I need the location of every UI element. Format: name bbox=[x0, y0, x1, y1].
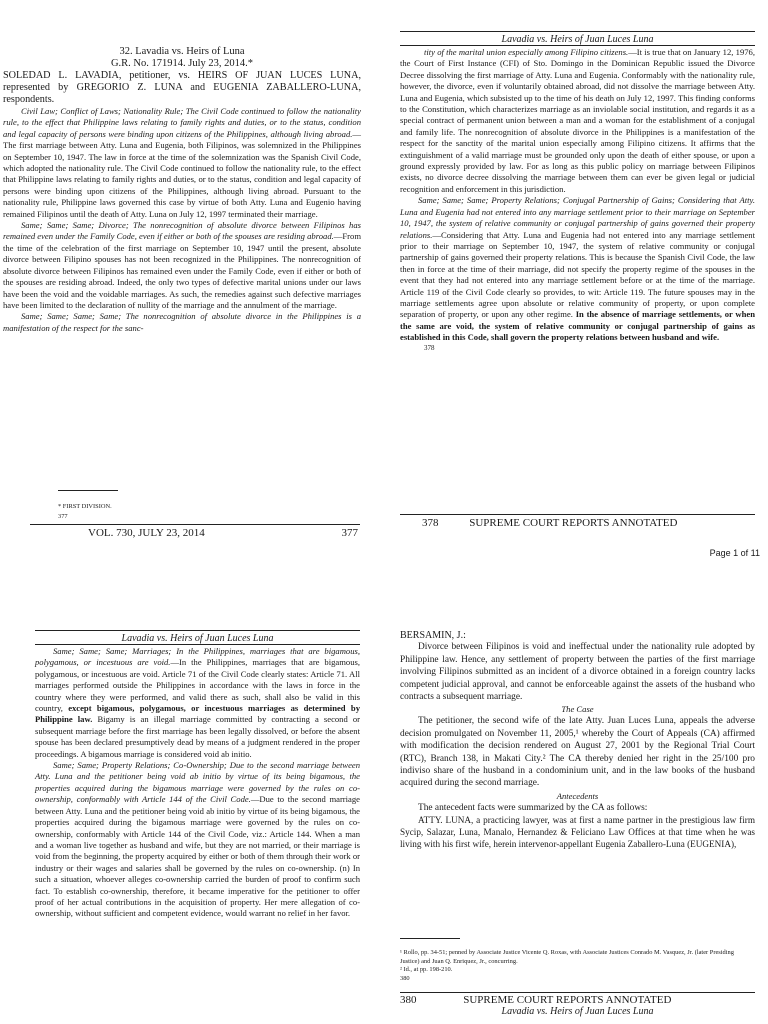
header-rule bbox=[400, 31, 755, 32]
volume-footer-rule bbox=[30, 524, 360, 525]
footnote-divider bbox=[58, 490, 118, 491]
section-antecedents: Antecedents bbox=[556, 790, 599, 801]
syllabus-paragraph-2: Same; Same; Same; Divorce; The nonrecognition of absolute divorce between Filipinos has remained even under the Family Code, even if either or both of the spouses are residing abroad.—From the time of the celebration of the first marriage on September 10, 1947 until the present, absolute divorce between Filipino spouses has not been recognized in the Philippines. The nonrecognition of absolute divorce between Filipinos has remained even under the Family Code, even if either or both of the spouses are residing abroad. Indeed, the only two types of defective marital unions under our laws have been the void and the voidable marriages. As such, the remedies against such defective marriages have been limited to the declaration of nullity of the marriage and the annulment of the marriage. bbox=[3, 220, 361, 310]
page-marker-2: 380 bbox=[400, 974, 410, 982]
case-parties: SOLEDAD L. LAVADIA, petitioner, vs. HEIRS OF JUAN LUCES LUNA, represented by GREGORIO Z. LUNA and EUGENIA ZABALLERO-LUNA, respondents. bbox=[3, 70, 361, 105]
court-reports-footer bbox=[400, 514, 755, 529]
syllabus-paragraph-1: Civil Law; Conflict of Laws; Nationality Rule; The Civil Code continued to follow the nationality rule, to the effect that Philippine laws relating to family rights and duties, or to the status, condition and legal capacity of persons were binding upon citizens of the Philippines, although living abroad.—The first marriage between Atty. Luna and Eugenia, both Filipinos, was solemnized in the Philippines on September 10, 1947. The law in force at the time of the solemnization was the Spanish Civil Code, which adopted the nationality rule. The Civil Code continued to follow the nationality rule, to the effect that Philippine laws relating to family rights and duties, or to the status, condition and legal capacity of persons were binding upon citizens of the Philippines, although living abroad. Pursuant to the nationality rule, Philippine laws governed this case by virtue of both Atty. Luna and Eugenio having remained Filipinos until the death of Atty. Luna on July 12, 1997 terminated their marriage. bbox=[3, 106, 361, 219]
page-indicator: Page 1 of 11 bbox=[709, 548, 760, 558]
page1-left-column bbox=[3, 46, 361, 334]
case-paragraph: The petitioner, the second wife of the late Atty. Juan Luces Luna, appeals the adverse decision promulgated on November 11, 2005,¹ whereby the Court of Appeals (CA) affirmed with modification the decision rendered on August 27, 2001 by the Regional Trial Court (RTC), Branch 138, in Makati City.² The CA thereby denied her right in the 25/100 pro indiviso share of the husband in a condominium unit, and in the law books of the husband acquired during the second marriage. bbox=[400, 716, 755, 789]
syllabus-paragraph-3: Same; Same; Same; Same; The nonrecognition of absolute divorce in the Philippines is a manifestation of the respect for the sanc- bbox=[3, 311, 361, 333]
syllabus-paragraph-4: Same; Same; Same; Property Relations; Conjugal Partnership of Gains; Considering that Atty. Luna and Eugenia had not entered into any marriage settlement prior to their marriage on September 10, 1947, the system of relative community or conjugal partnership of gains governed their property relations.—Considering that Atty. Luna and Eugenia had not entered into any marriage settlement prior to their marriage on September 10, 1947, the system of relative community or conjugal partnership of gains governed their property relations. This is because the Spanish Civil Code, the law then in force at the time of their marriage, did not specify the property regime of the spouses in the event that they had not entered into any marriage settlement before or at the time of the marriage. Article 119 of the Civil Code clearly so provides, to wit: Article 119. The future spouses may in the marriage settlements agree upon absolute or relative community of property, or upon complete separation of property, or upon any other regime. In the absence of marriage settlements, or when the same are void, the system of relative community or conjugal partnership of gains as established in this Code, shall govern the property relations between husband and wife. bbox=[400, 195, 755, 343]
footer-running-header: Lavadia vs. Heirs of Juan Luces Luna bbox=[501, 1006, 654, 1017]
page1-right-column bbox=[400, 31, 755, 352]
page2-right-column bbox=[400, 630, 755, 850]
atty-luna-paragraph: ATTY. LUNA, a practicing lawyer, was at first a name partner in the prestigious law firm Sycip, Salazar, Luna, Manalo, Hernandez & Feliciano Law Offices at that time when he was living with his first wife, herein intervenor-appellant Eugenia Zaballero-Luna (EUGENIA), bbox=[400, 815, 755, 850]
court-reports-footer-2 bbox=[400, 992, 755, 1017]
footnote-first-division: * FIRST DIVISION. bbox=[58, 503, 112, 510]
footer-page-number: 378 bbox=[422, 517, 439, 529]
page-marker: 378 bbox=[424, 343, 435, 352]
footer-title: SUPREME COURT REPORTS ANNOTATED bbox=[469, 517, 678, 529]
page2-left-column bbox=[35, 630, 360, 920]
footnotes-2 bbox=[400, 938, 755, 983]
footnote-2: ² Id., at pp. 198-210. bbox=[400, 966, 453, 974]
syllabus-paragraph-6: Same; Same; Property Relations; Co-Ownership; Due to the second marriage between Atty. Luna and the petitioner being void ab initio by virtue of its being bigamous, the properties acquired during the bigamous marriage were governed by the rules on co-ownership, conformably with Article 144 of the Civil Code.—Due to the second marriage between Atty. Luna and the petitioner being void ab initio by virtue of its being bigamous, the properties acquired during the bigamous marriage were governed by the rules on co-ownership, conformably with Article 144 of the Civil Code, viz.: Article 144. When a man and a woman live together as husband and wife, but they are not married, or their marriage is void from the beginning, the property acquired by either or both of them through their work or industry or their wages and salaries shall be governed by the rules on co-ownership. (n) In such a situation, whoever alleges co-ownership carried the burden of proof to confirm such fact. To establish co-ownership, therefore, it became imperative for the petitioner to offer proof of her actual contributions in the acquisition of property. Her mere allegation of co-ownership, without sufficient and competent evidence, would warrant no relief in her favor. bbox=[35, 760, 360, 919]
antecedents-paragraph: The antecedent facts were summarized by the CA as follows: bbox=[418, 802, 648, 813]
footer-page-number-2: 380 bbox=[400, 994, 417, 1006]
case-title: 32. Lavadia vs. Heirs of Luna bbox=[119, 46, 245, 57]
judge-name: BERSAMIN, J.: bbox=[400, 630, 466, 641]
running-header: Lavadia vs. Heirs of Juan Luces Luna bbox=[501, 34, 654, 45]
running-header-2: Lavadia vs. Heirs of Juan Luces Luna bbox=[121, 633, 274, 644]
volume-label: VOL. 730, JULY 23, 2014 bbox=[88, 527, 205, 539]
opinion-intro: Divorce between Filipinos is void and ineffectual under the nationality rule adopted by Philippine law. Hence, any settlement of property between the parties of the first marriage involving Filipinos submitted as an incident of a divorce obtained in a foreign country lacks competent judicial approval, and cannot be enforceable against the assets of the husband who contracts a subsequent marriage. bbox=[400, 642, 755, 703]
case-number: G.R. No. 171914. July 23, 2014.* bbox=[110, 58, 254, 69]
header-rule-bottom bbox=[400, 45, 755, 46]
footnote-page-number: 377 bbox=[58, 513, 68, 520]
footer-title-2: SUPREME COURT REPORTS ANNOTATED bbox=[463, 994, 672, 1006]
volume-page: 377 bbox=[341, 527, 358, 539]
footnote-1: ¹ Rollo, pp. 34-51; penned by Associate Justice Vicente Q. Roxas, with Associate Justices Conrado M. Vasquez, Jr. (later Presiding Justice) and Juan Q. Enriquez, Jr., concurring. bbox=[400, 949, 734, 965]
syllabus-paragraph-5: Same; Same; Same; Marriages; In the Philippines, marriages that are bigamous, polygamous, or incestuous are void.—In the Philippines, marriages that are bigamous, polygamous, or incestuous are void. Article 71 of the Civil Code clearly states: Article 71. All marriages performed outside the Philippines in accordance with the laws in force in the country where they were performed, and valid there as such, shall also be valid in this country, except bigamous, polygamous, or incestuous marriages as determined by Philippine law. Bigamy is an illegal marriage committed by contracting a second or subsequent marriage before the first marriage has been legally dissolved, or before the absent spouse has been declared presumptively dead by means of a judgment rendered in the proper proceedings. A bigamous marriage is considered void ab initio. bbox=[35, 646, 360, 759]
volume-footer bbox=[30, 524, 360, 539]
continued-paragraph: tity of the marital union especially among Filipino citizens.—It is true that on January 12, 1976, the Court of First Instance (CFI) of Sto. Domingo in the Dominican Republic issued the Divorce Decree dissolving the first marriage of Atty. Luna and Eugenia. Conformably with the nationality rule, however, the divorce, even if voluntarily obtained abroad, did not dissolve the marriage between Atty. Luna and Eugenia, which subsisted up to the time of his death on July 12, 1997. This finding conforms to the Constitution, which characterizes marriage as an inviolable social institution, and regards it as a special contract of permanent union between a man and a woman for the establishment of a conjugal and family life. The nonrecognition of absolute divorce in the Philippines is a manifestation of the respect for the sanctity of the marital union especially among Filipino citizens. It affirms that the extinguishment of a valid marriage must be grounded only upon the death of either spouse, or upon a ground expressly provided by law. For as long as this public policy on marriage between Filipinos exists, no divorce decree dissolving the marriage between them can ever be given legal or judicial recognition and enforcement in this jurisdiction. bbox=[400, 47, 755, 194]
section-the-case: The Case bbox=[561, 704, 594, 715]
